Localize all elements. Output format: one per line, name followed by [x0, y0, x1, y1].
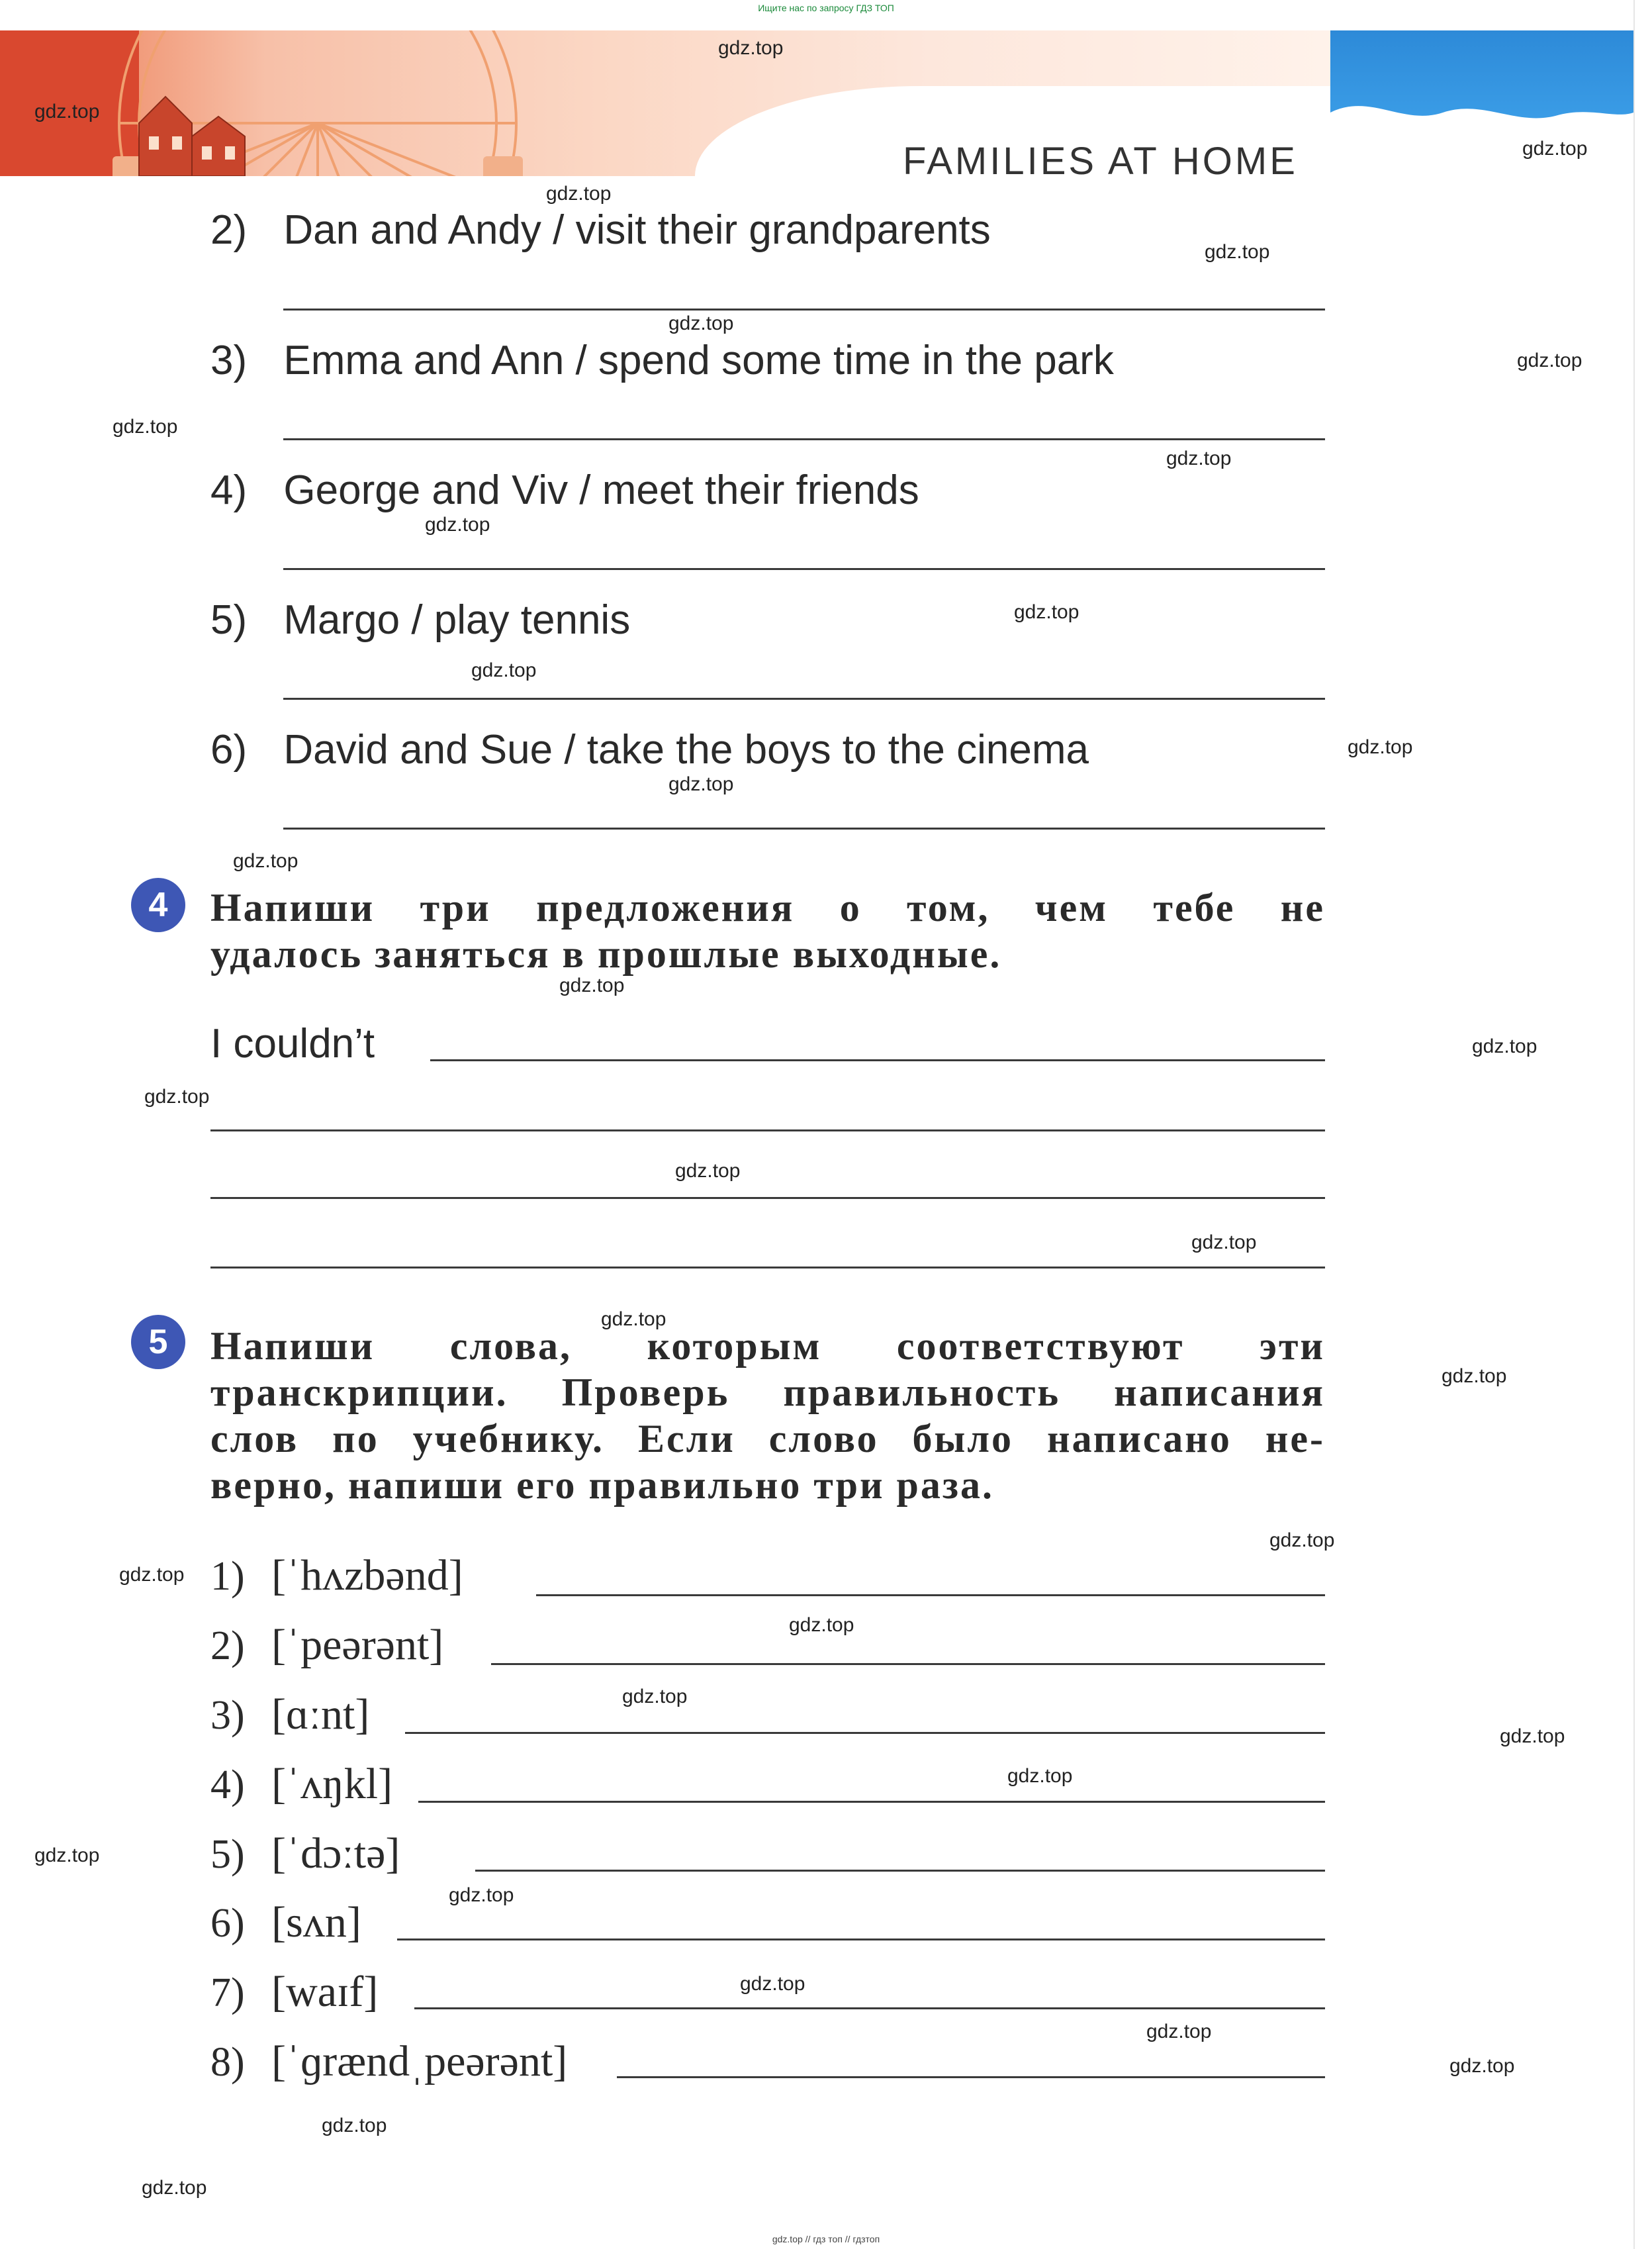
watermark: gdz.top [322, 2115, 387, 2136]
transcription-item-5 [210, 1829, 400, 1879]
instruction-line: транскрипции. Проверь правильность написания [210, 1370, 1325, 1414]
watermark: gdz.top [1007, 1765, 1073, 1787]
answer-line [414, 2007, 1325, 2009]
answer-line [475, 1870, 1325, 1872]
exercise4-instruction [210, 885, 1325, 977]
watermark: gdz.top [559, 975, 625, 996]
item-number: 6) [210, 727, 248, 773]
instruction-line: Напиши слова, которым соответствуют эти [210, 1324, 1325, 1368]
item-number: 2) [210, 207, 248, 253]
item-text: Emma and Ann / spend some time in the park [283, 338, 1114, 383]
watermark: gdz.top [144, 1086, 210, 1108]
answer-line [418, 1801, 1325, 1803]
watermark: gdz.top [449, 1884, 514, 1906]
instruction-line: удалось заняться в прошлые выходные. [210, 932, 1002, 976]
item-number: 5) [210, 597, 248, 643]
item-number: 6) [210, 1901, 245, 1946]
watermark: gdz.top [233, 850, 298, 872]
bottom-note: gdz.top // гдз топ // гдзтоп [772, 2234, 880, 2244]
watermark: gdz.top [740, 1973, 805, 1995]
transcription-item-2 [210, 1620, 443, 1670]
instruction-line: слов по учебнику. Если слово было написано не- [210, 1417, 1325, 1460]
item-text: Dan and Andy / visit their grandparents [283, 207, 991, 253]
sentence-starter: I couldn’t [210, 1021, 375, 1067]
watermark: gdz.top [1472, 1035, 1537, 1057]
item-number: 2) [210, 1623, 245, 1668]
item-number: 7) [210, 1970, 245, 2015]
watermark: gdz.top [1146, 2021, 1212, 2042]
watermark: gdz.top [425, 514, 490, 536]
watermark: gdz.top [601, 1308, 666, 1330]
answer-line [283, 698, 1325, 700]
watermark: gdz.top [119, 1564, 185, 1586]
watermark: gdz.top [1014, 601, 1079, 623]
answer-line [210, 1197, 1325, 1199]
item-number: 1) [210, 1554, 245, 1599]
transcription-item-8 [210, 2036, 567, 2087]
item-number: 4) [210, 1762, 245, 1807]
exercise5-instruction [210, 1323, 1325, 1508]
item-number: 5) [210, 1832, 245, 1877]
answer-line [491, 1663, 1325, 1665]
answer-line [283, 568, 1325, 570]
exercise3-item-5 [210, 597, 630, 644]
watermark: gdz.top [675, 1160, 741, 1182]
watermark: gdz.top [718, 37, 784, 59]
answer-line [210, 1267, 1325, 1268]
watermark: gdz.top [1348, 736, 1413, 758]
transcription: [ˈpeərənt] [271, 1621, 444, 1669]
transcription-item-1 [210, 1551, 463, 1601]
exercise3-item-2 [210, 207, 991, 254]
page-number: 21 [1377, 112, 1417, 152]
answer-line [283, 309, 1325, 311]
watermark: gdz.top [34, 101, 100, 122]
watermark: gdz.top [113, 416, 178, 438]
item-text: Margo / play tennis [283, 597, 631, 643]
watermark: gdz.top [34, 1844, 100, 1866]
transcription: [ˈdɔːtə] [271, 1829, 400, 1878]
transcription: [ˈɡrændˌpeərənt] [271, 2037, 568, 2085]
transcription-item-4 [210, 1759, 392, 1809]
item-number: 8) [210, 2040, 245, 2085]
exercise3-item-6 [210, 726, 1089, 773]
transcription-item-3 [210, 1690, 369, 1740]
section-title: FAMILIES AT HOME [903, 140, 1298, 183]
watermark: gdz.top [622, 1686, 688, 1707]
answer-line [405, 1732, 1325, 1734]
watermark: gdz.top [1449, 2055, 1515, 2077]
watermark: gdz.top [1517, 350, 1583, 371]
watermark: gdz.top [789, 1614, 854, 1636]
instruction-line: верно, напиши его правильно три раза. [210, 1463, 994, 1507]
watermark: gdz.top [1442, 1365, 1507, 1387]
houses-illustration [0, 83, 265, 176]
watermark: gdz.top [1269, 1529, 1335, 1551]
answer-line [283, 828, 1325, 830]
item-number: 3) [210, 338, 248, 383]
answer-line [617, 2076, 1325, 2078]
watermark: gdz.top [1500, 1725, 1565, 1747]
item-text: David and Sue / take the boys to the cinema [283, 727, 1089, 773]
answer-line [430, 1059, 1325, 1061]
item-number: 3) [210, 1693, 245, 1738]
transcription: [ɑːnt] [271, 1690, 370, 1739]
transcription: [waɪf] [271, 1968, 379, 2016]
watermark: gdz.top [142, 2177, 207, 2199]
transcription: [ˈʌŋkl] [271, 1760, 393, 1808]
transcription: [sʌn] [271, 1898, 361, 1946]
watermark: gdz.top [1522, 138, 1588, 160]
exercise-number-badge: 4 [131, 878, 185, 932]
watermark: gdz.top [546, 183, 612, 205]
watermark: gdz.top [1166, 448, 1232, 469]
answer-line [210, 1129, 1325, 1131]
watermark: gdz.top [471, 659, 537, 681]
exercise3-item-4 [210, 467, 919, 514]
watermark: gdz.top [668, 312, 734, 334]
exercise3-item-3 [210, 337, 1114, 384]
top-note: Ищите нас по запросу ГДЗ ТОП [758, 3, 894, 13]
answer-line [283, 438, 1325, 440]
answer-line [397, 1938, 1325, 1940]
transcription-item-6 [210, 1897, 361, 1948]
transcription-item-7 [210, 1967, 378, 2017]
item-number: 4) [210, 467, 248, 513]
watermark: gdz.top [1205, 241, 1270, 263]
transcription: [ˈhʌzbənd] [271, 1551, 463, 1600]
item-text: George and Viv / meet their friends [283, 467, 919, 513]
exercise-number-badge: 5 [131, 1315, 185, 1369]
watermark: gdz.top [1191, 1231, 1257, 1253]
watermark: gdz.top [668, 773, 734, 795]
answer-line [536, 1594, 1325, 1596]
instruction-line: Напиши три предложения о том, чем тебе не [210, 886, 1325, 930]
